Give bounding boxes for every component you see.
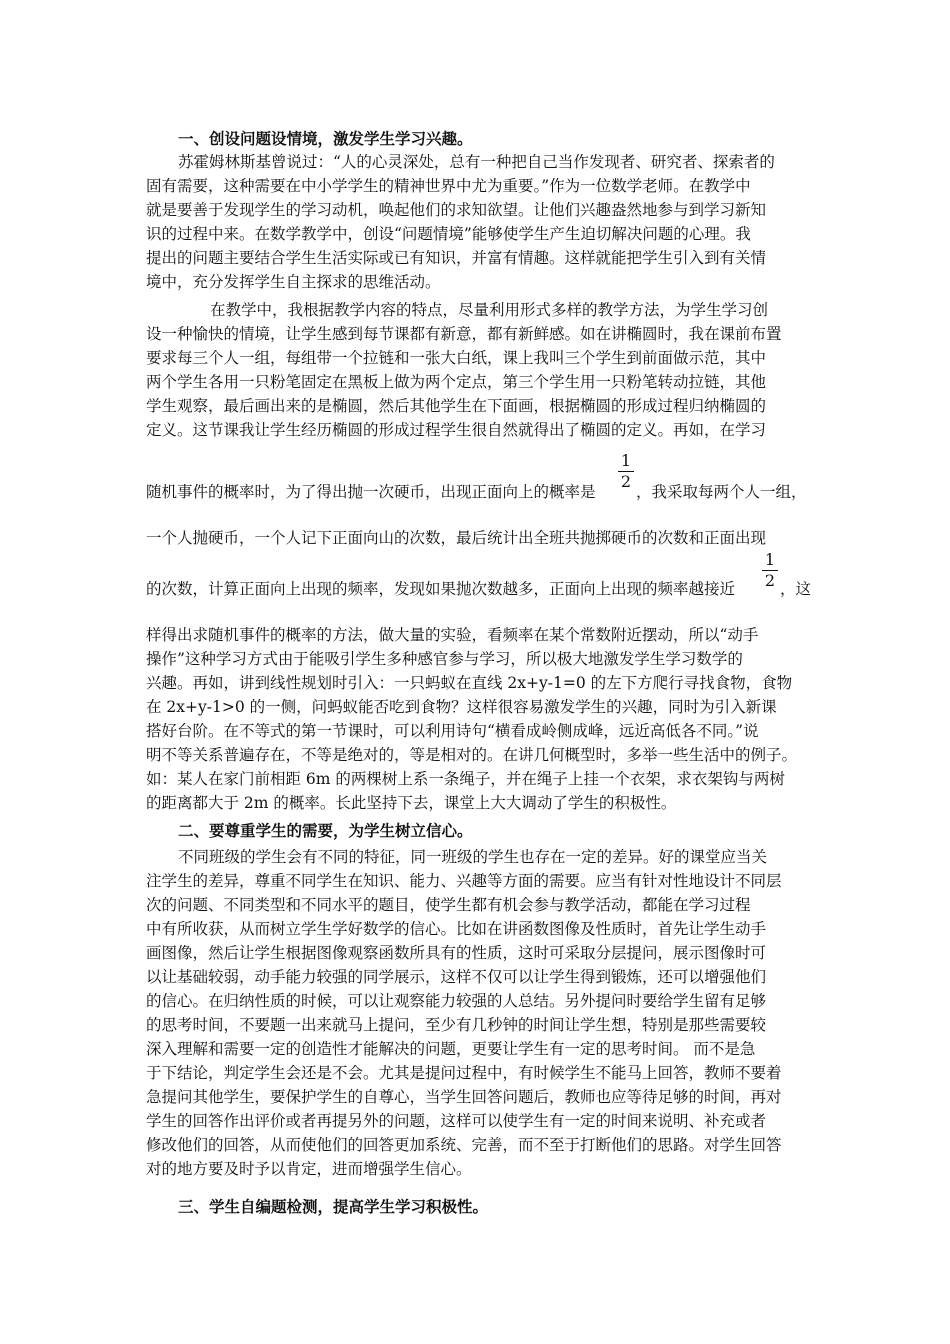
paragraph-line: 次的问题、不同类型和不同水平的题目，使学生都有机会参与教学活动，都能在学习过程	[146, 896, 751, 914]
fraction-numerator: 1	[764, 550, 776, 569]
paragraph-line: 学生观察，最后画出来的是椭圆，然后其他学生在下面画，根据椭圆的形成过程归纳椭圆的	[146, 397, 767, 415]
paragraph-line: 于下结论，判定学生会还是不会。尤其是提问过程中，有时候学生不能马上回答，教师不要着	[146, 1064, 782, 1082]
paragraph-line: 就是要善于发现学生的学习动机，唤起他们的求知欲望。让他们兴趣盎然地参与到学习新知	[146, 201, 767, 219]
paragraph-line: 急提问其他学生，要保护学生的自尊心，当学生回答问题后，教师也应等待足够的时间，再对	[146, 1088, 782, 1106]
paragraph-line: 修改他们的回答，从而使他们的回答更加系统、完善，而不至于打断他们的思路。对学生回答	[146, 1136, 782, 1154]
paragraph-line: 识的过程中来。在数学教学中，创设“问题情境”能够使学生产生迫切解决问题的心理。我	[146, 225, 751, 243]
paragraph-line: ，这	[780, 580, 812, 598]
paragraph-line: 明不等关系普遍存在，不等是绝对的，等是相对的。在讲几何概型时，多举一些生活中的例子。	[146, 746, 798, 764]
fraction-one-half	[618, 452, 634, 491]
fraction-denominator: 2	[620, 472, 632, 491]
paragraph-line: ，我采取每两个人一组，	[636, 483, 807, 501]
paragraph-line: 搭好台阶。在不等式的第一节课时，可以利用诗句“横看成岭侧成峰，远近高低各不同。”说	[146, 722, 759, 740]
paragraph-line: 的次数，计算正面向上出现的频率，发现如果抛次数越多，正面向上出现的频率越接近	[146, 580, 736, 598]
paragraph-line: 如：某人在家门前相距 6m 的两棵树上系一条绳子，并在绳子上挂一个衣架，求衣架钩与两树	[146, 770, 785, 788]
paragraph-line: 提出的问题主要结合学生生活实际或已有知识，并富有情趣。这样就能把学生引入到有关情	[146, 249, 767, 267]
paragraph-line: 在 2x+y-1>0 的一侧，问蚂蚁能否吃到食物？这样很容易激发学生的兴趣，同时为引入新课	[146, 698, 777, 716]
paragraph-line: 随机事件的概率时，为了得出抛一次硬币，出现正面向上的概率是	[146, 483, 596, 501]
paragraph-line: 苏霍姆林斯基曾说过：“人的心灵深处，总有一种把自己当作发现者、研究者、探索者的	[178, 153, 775, 171]
paragraph-line: 不同班级的学生会有不同的特征，同一班级的学生也存在一定的差异。好的课堂应当关	[178, 848, 768, 866]
paragraph-line: 设一种愉快的情境，让学生感到每节课都有新意，都有新鲜感。如在讲椭圆时，我在课前布置	[146, 325, 782, 343]
paragraph-line: 一个人抛硬币，一个人记下正面向山的次数，最后统计出全班共抛掷硬币的次数和正面出现	[146, 529, 767, 547]
paragraph-line: 深入理解和需要一定的创造性才能解决的问题，更要让学生有一定的思考时间。 而不是急	[146, 1040, 756, 1058]
fraction-one-half	[762, 551, 778, 590]
fraction-denominator: 2	[764, 571, 776, 590]
paragraph-line: 要求每三个人一组，每组带一个拉链和一张大白纸，课上我叫三个学生到前面做示范，其中	[146, 349, 767, 367]
paragraph-line: 学生的回答作出评价或者再提另外的问题，这样可以使学生有一定的时间来说明、补充或者	[146, 1112, 767, 1130]
paragraph-line: 样得出求随机事件的概率的方法，做大量的实验，看频率在某个常数附近摆动，所以“动手	[146, 626, 759, 644]
paragraph-line: 的距离都大于 2m 的概率。长此坚持下去，课堂上大大调动了学生的积极性。	[146, 794, 677, 812]
paragraph-line: 兴趣。再如，讲到线性规划时引入：一只蚂蚁在直线 2x+y-1=0 的左下方爬行寻找食物，食物	[146, 674, 793, 692]
paragraph-line: 对的地方要及时予以肯定，进而增强学生信心。	[146, 1160, 472, 1178]
section-heading-1: 一、创设问题设情境，激发学生学习兴趣。	[178, 129, 473, 148]
paragraph-line: 定义。这节课我让学生经历椭圆的形成过程学生很自然就得出了椭圆的定义。再如，在学习	[146, 421, 767, 439]
paragraph-line: 中有所收获，从而树立学生学好数学的信心。比如在讲函数图像及性质时，首先让学生动手	[146, 920, 767, 938]
paragraph-line: 两个学生各用一只粉笔固定在黑板上做为两个定点，第三个学生用一只粉笔转动拉链，其他	[146, 373, 767, 391]
paragraph-line: 的思考时间，不要题一出来就马上提问，至少有几秒钟的时间让学生想，特别是那些需要较	[146, 1016, 767, 1034]
section-heading-2: 二、要尊重学生的需要，为学生树立信心。	[178, 821, 473, 840]
paragraph-line: 操作”这种学习方式由于能吸引学生多种感官参与学习，所以极大地激发学生学习数学的	[146, 650, 743, 668]
paragraph-line: 的信心。在归纳性质的时候，可以让观察能力较强的人总结。另外提问时要给学生留有足够	[146, 992, 767, 1010]
paragraph-line: 以让基础较弱，动手能力较强的同学展示，这样不仅可以让学生得到锻炼，还可以增强他们	[146, 968, 767, 986]
paragraph-line: 固有需要，这种需要在中小学学生的精神世界中尤为重要。”作为一位数学老师。在教学中	[146, 177, 751, 195]
section-heading-3: 三、学生自编题检测，提高学生学习积极性。	[178, 1197, 489, 1216]
paragraph-line: 画图像，然后让学生根据图像观察函数所具有的性质，这时可采取分层提问，展示图像时可	[146, 944, 767, 962]
paragraph-line: 境中，充分发挥学生自主探求的思维活动。	[146, 273, 441, 291]
fraction-numerator: 1	[620, 451, 632, 470]
paragraph-line: 注学生的差异，尊重不同学生在知识、能力、兴趣等方面的需要。应当有针对性地设计不同层	[146, 872, 782, 890]
paragraph-line: 在教学中，我根据教学内容的特点，尽量利用形式多样的教学方法，为学生学习创	[210, 301, 769, 319]
